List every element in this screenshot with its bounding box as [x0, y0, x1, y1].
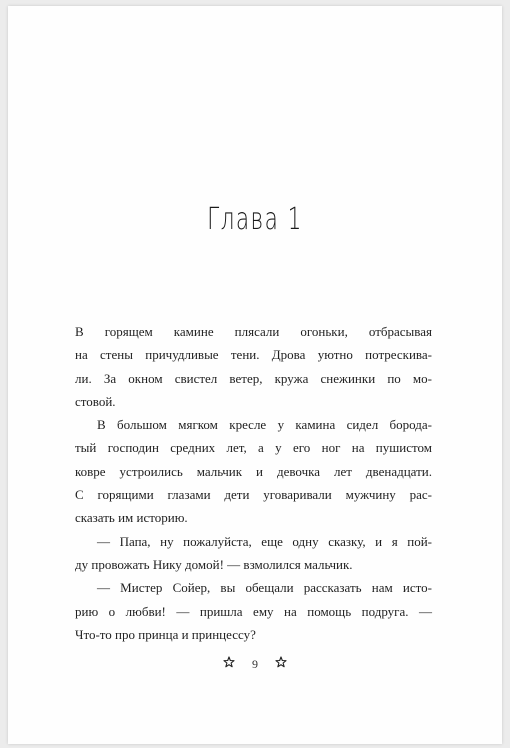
text-line: ли. За окном свистел ветер, кружа снежинки по мо- [75, 370, 432, 386]
text-line: стовой. [75, 393, 116, 409]
text-line: тый господин средних лет, а у его ног на пушистом [75, 440, 432, 456]
text-line: — Папа, ну пожалуйста, еще одну сказку, и я пой- [97, 533, 432, 549]
star-icon [223, 656, 235, 672]
star-icon [275, 656, 287, 672]
chapter-title: Глава 1 [207, 202, 303, 237]
text-line: рию о любви! — пришла ему на помощь подруга. — [75, 603, 432, 619]
text-line: Что-то про принца и принцессу? [75, 626, 256, 642]
text-line: ду провожать Нику домой! — взмолился мальчик. [75, 556, 353, 572]
text-line: ковре устроились мальчик и девочка лет двенадцати. [75, 463, 432, 479]
page-number: 9 [252, 656, 258, 671]
text-line: В горящем камине плясали огоньки, отбрасывая [75, 324, 432, 339]
text-line: С горящими глазами дети уговаривали мужчину рас- [75, 487, 432, 503]
text-line: сказать им историю. [75, 510, 188, 526]
text-line: В большом мягком кресле у камина сидел борода- [97, 417, 432, 433]
book-page [8, 6, 502, 744]
page-footer [8, 656, 502, 672]
text-line: — Мистер Сойер, вы обещали рассказать нам исто- [97, 580, 432, 596]
text-line: на стены причудливые тени. Дрова уютно потрескива- [75, 347, 432, 363]
chapter-body [75, 320, 432, 646]
